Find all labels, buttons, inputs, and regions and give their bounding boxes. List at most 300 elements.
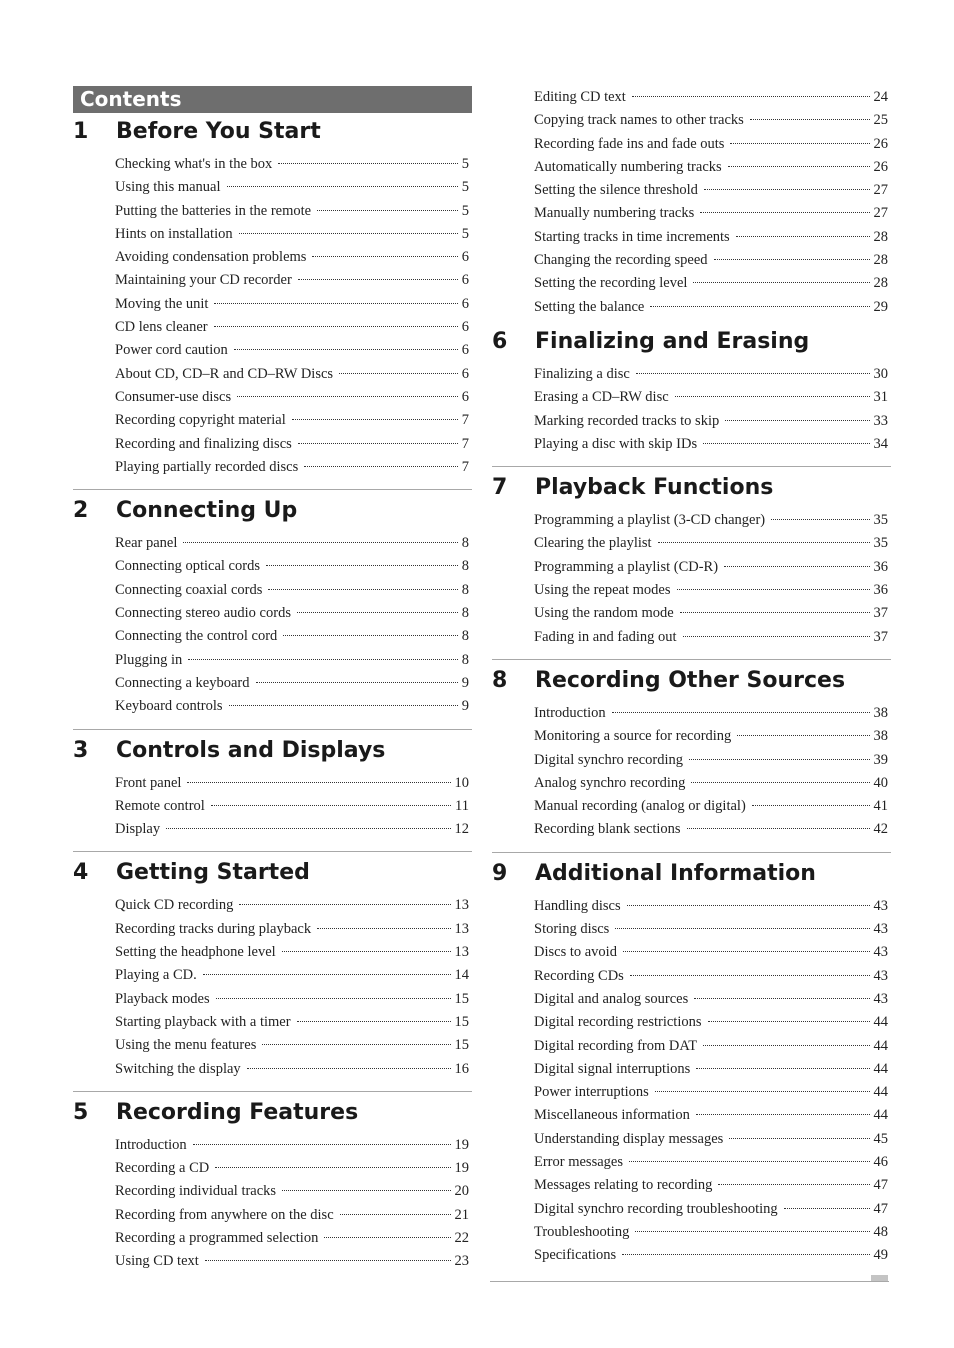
toc-entry[interactable] — [115, 386, 469, 409]
entry-title: Changing the recording speed — [534, 252, 708, 269]
entry-page-number: 35 — [873, 512, 888, 529]
entry-page-number: 7 — [461, 458, 469, 475]
entry-title: Playing a CD. — [115, 967, 197, 984]
toc-entry[interactable] — [115, 918, 469, 941]
entry-page-number: 38 — [873, 728, 888, 745]
entry-title: Digital synchro recording — [534, 751, 683, 768]
dot-leader — [680, 612, 870, 613]
entry-page-number: 5 — [461, 225, 469, 242]
dot-leader — [683, 636, 870, 637]
dot-leader — [623, 951, 870, 952]
section-heading[interactable] — [492, 668, 891, 702]
left-column — [73, 86, 472, 1284]
toc-entry[interactable] — [115, 772, 469, 795]
section-title: Getting Started — [116, 860, 310, 886]
entry-page-number: 9 — [461, 674, 469, 691]
toc-section — [73, 851, 472, 1090]
entry-page-number: 43 — [873, 921, 888, 938]
section-number: 2 — [73, 498, 89, 524]
toc-entry[interactable] — [534, 532, 888, 555]
toc-section — [492, 329, 891, 466]
entry-page-number: 43 — [873, 897, 888, 914]
toc-entry[interactable] — [534, 386, 888, 409]
dot-leader — [312, 256, 457, 257]
toc-entry[interactable] — [115, 795, 469, 818]
entry-page-number: 22 — [454, 1229, 469, 1246]
toc-entry[interactable] — [534, 296, 888, 319]
footer-tab-marker — [871, 1275, 888, 1281]
entry-title: Fading in and fading out — [534, 628, 677, 645]
dot-leader — [752, 805, 870, 806]
toc-entry[interactable] — [534, 86, 888, 109]
toc-entry[interactable] — [115, 1227, 469, 1250]
dot-leader — [239, 233, 458, 234]
entry-title: Marking recorded tracks to skip — [534, 412, 720, 429]
entry-page-number: 7 — [461, 435, 469, 452]
section-title: Additional Information — [535, 860, 816, 886]
dot-leader — [696, 1114, 870, 1115]
dot-leader — [728, 166, 870, 167]
entry-title: Playback modes — [115, 990, 210, 1007]
section-title: Finalizing and Erasing — [535, 328, 810, 354]
toc-entry[interactable] — [534, 702, 888, 725]
toc-entry[interactable] — [534, 1151, 888, 1174]
toc-entry[interactable] — [115, 1011, 469, 1034]
entry-page-number: 6 — [461, 295, 469, 312]
entry-title: Recording from anywhere on the disc — [115, 1206, 334, 1223]
dot-leader — [298, 279, 458, 280]
toc-entry[interactable] — [115, 555, 469, 578]
entry-page-number: 44 — [873, 1037, 888, 1054]
entry-page-number: 41 — [873, 798, 888, 815]
entry-page-number: 8 — [461, 558, 469, 575]
entry-title: Recording individual tracks — [115, 1183, 277, 1200]
section-heading[interactable] — [73, 1100, 472, 1134]
toc-entry[interactable] — [534, 509, 888, 532]
entry-title: Error messages — [534, 1153, 623, 1170]
entry-page-number: 28 — [873, 252, 888, 269]
dot-leader — [205, 1260, 451, 1261]
section-heading[interactable] — [73, 738, 472, 772]
toc-entry[interactable] — [534, 795, 888, 818]
entry-page-number: 36 — [873, 582, 888, 599]
dot-leader — [729, 1138, 869, 1139]
entry-title: Recording a programmed selection — [115, 1229, 319, 1246]
entry-title: Checking what's in the box — [115, 156, 273, 172]
section-heading[interactable] — [73, 119, 472, 153]
toc-section — [492, 659, 891, 852]
entry-page-number: 9 — [461, 698, 469, 715]
entry-title: Digital recording from DAT — [534, 1037, 698, 1054]
entry-page-number: 44 — [873, 1107, 888, 1124]
entry-page-number: 43 — [873, 990, 888, 1007]
toc-entry[interactable] — [534, 1221, 888, 1244]
toc-entry[interactable] — [115, 409, 469, 432]
entry-title: Monitoring a source for recording — [534, 728, 732, 745]
entry-title: Setting the headphone level — [115, 944, 276, 961]
dot-leader — [317, 928, 450, 929]
entry-page-number: 8 — [461, 628, 469, 645]
toc-entry[interactable] — [115, 625, 469, 648]
entry-title: Using the random mode — [534, 605, 674, 622]
entry-title: Programming a playlist (CD-R) — [534, 558, 719, 575]
section-number: 6 — [492, 328, 508, 354]
toc-entry[interactable] — [115, 649, 469, 672]
section-heading[interactable] — [73, 860, 472, 894]
toc-entry[interactable] — [534, 918, 888, 941]
toc-entry[interactable] — [115, 293, 469, 316]
entry-page-number: 13 — [454, 897, 469, 914]
entry-page-number: 15 — [454, 1037, 469, 1054]
toc-entry[interactable] — [534, 725, 888, 748]
toc-entry[interactable] — [534, 133, 888, 156]
toc-entry[interactable] — [534, 1011, 888, 1034]
dot-leader — [262, 1044, 450, 1045]
section-title: Playback Functions — [535, 475, 774, 501]
toc-entry[interactable] — [534, 249, 888, 272]
section-number: 5 — [73, 1099, 89, 1125]
dot-leader — [282, 951, 451, 952]
toc-entry[interactable] — [115, 200, 469, 223]
dot-leader — [188, 659, 457, 660]
entry-title: Playing partially recorded discs — [115, 458, 299, 475]
entry-title: Avoiding condensation problems — [115, 249, 307, 266]
dot-leader — [187, 782, 450, 783]
dot-leader — [268, 589, 457, 590]
entry-title: Playing a disc with skip IDs — [534, 435, 698, 452]
toc-entry[interactable] — [534, 988, 888, 1011]
section-number: 1 — [73, 119, 89, 144]
entry-page-number: 44 — [873, 1084, 888, 1101]
entry-title: Starting tracks in time increments — [534, 228, 730, 245]
entry-title: Switching the display — [115, 1060, 241, 1077]
entry-page-number: 29 — [873, 298, 888, 315]
entry-page-number: 42 — [873, 821, 888, 838]
entry-title: Recording and finalizing discs — [115, 435, 292, 452]
entry-title: Display — [115, 821, 161, 838]
entry-title: Storing discs — [534, 921, 610, 938]
entry-title: Recording a CD — [115, 1160, 210, 1177]
entry-page-number: 6 — [461, 342, 469, 359]
toc-entry[interactable] — [534, 363, 888, 386]
toc-entry[interactable] — [534, 433, 888, 456]
entry-page-number: 6 — [461, 249, 469, 266]
entry-title: Hints on installation — [115, 225, 233, 242]
entry-title: Digital and analog sources — [534, 990, 689, 1007]
dot-leader — [239, 904, 450, 905]
entry-title: Recording blank sections — [534, 821, 681, 838]
entry-title: Manually numbering tracks — [534, 205, 695, 222]
toc-entry[interactable] — [534, 772, 888, 795]
toc-entry[interactable] — [115, 456, 469, 479]
entry-title: Messages relating to recording — [534, 1177, 713, 1194]
section-number: 8 — [492, 667, 508, 693]
section-number: 3 — [73, 737, 89, 763]
dot-leader — [234, 349, 458, 350]
section-number: 7 — [492, 475, 508, 501]
entry-page-number: 16 — [454, 1060, 469, 1077]
toc-section — [73, 1091, 472, 1284]
section-heading[interactable] — [492, 475, 891, 509]
entry-title: Using CD text — [115, 1253, 199, 1270]
dot-leader — [324, 1237, 450, 1238]
dot-leader — [266, 565, 458, 566]
toc-entry[interactable] — [534, 941, 888, 964]
dot-leader — [247, 1068, 451, 1069]
dot-leader — [622, 1254, 869, 1255]
toc-entry[interactable] — [115, 602, 469, 625]
toc-entry[interactable] — [534, 895, 888, 918]
entry-page-number: 27 — [873, 182, 888, 199]
dot-leader — [650, 306, 869, 307]
toc-entry[interactable] — [534, 579, 888, 602]
dot-leader — [612, 712, 870, 713]
entry-title: About CD, CD–R and CD–RW Discs — [115, 365, 334, 382]
toc-entry[interactable] — [534, 109, 888, 132]
entry-page-number: 36 — [873, 558, 888, 575]
toc-entry[interactable] — [534, 749, 888, 772]
toc-entry[interactable] — [534, 818, 888, 841]
dot-leader — [703, 443, 869, 444]
toc-entry[interactable] — [534, 1174, 888, 1197]
dot-leader — [736, 236, 870, 237]
entry-page-number: 6 — [461, 319, 469, 336]
entry-title: Finalizing a disc — [534, 365, 630, 382]
toc-entry[interactable] — [534, 226, 888, 249]
dot-leader — [635, 1231, 869, 1232]
toc-entry[interactable] — [534, 202, 888, 225]
entry-title: Digital signal interruptions — [534, 1060, 691, 1077]
toc-entry[interactable] — [115, 579, 469, 602]
dot-leader — [215, 1167, 450, 1168]
toc-entry[interactable] — [534, 1058, 888, 1081]
dot-leader — [694, 998, 869, 999]
dot-leader — [317, 210, 458, 211]
entry-title: Programming a playlist (3-CD changer) — [534, 512, 766, 529]
toc-section — [492, 852, 891, 1278]
dot-leader — [304, 466, 458, 467]
entry-page-number: 10 — [454, 774, 469, 791]
toc-section — [73, 119, 472, 489]
entry-page-number: 43 — [873, 944, 888, 961]
dot-leader — [700, 212, 869, 213]
dot-leader — [771, 519, 869, 520]
toc-entry[interactable] — [534, 626, 888, 649]
dot-leader — [183, 542, 457, 543]
toc-entry[interactable] — [115, 363, 469, 386]
entry-title: Using the repeat modes — [534, 582, 671, 599]
toc-entry[interactable] — [534, 179, 888, 202]
entry-title: Power cord caution — [115, 342, 228, 359]
entry-title: Recording fade ins and fade outs — [534, 135, 725, 152]
toc-entry[interactable] — [534, 1035, 888, 1058]
entry-page-number: 20 — [454, 1183, 469, 1200]
right-column — [492, 86, 891, 1277]
toc-entry[interactable] — [534, 1128, 888, 1151]
dot-leader — [237, 396, 458, 397]
entry-title: Connecting the control cord — [115, 628, 278, 645]
dot-leader — [784, 1208, 870, 1209]
toc-entry[interactable] — [115, 246, 469, 269]
entry-title: Analog synchro recording — [534, 774, 686, 791]
section-heading[interactable] — [492, 329, 891, 363]
entry-title: Editing CD text — [534, 89, 626, 105]
toc-entry[interactable] — [115, 818, 469, 841]
entry-page-number: 12 — [454, 821, 469, 838]
dot-leader — [282, 1190, 450, 1191]
dot-leader — [297, 612, 458, 613]
entry-page-number: 28 — [873, 275, 888, 292]
dot-leader — [693, 282, 869, 283]
entry-title: Keyboard controls — [115, 698, 223, 715]
toc-entry[interactable] — [534, 410, 888, 433]
entry-title: Setting the silence threshold — [534, 182, 698, 199]
entry-page-number: 43 — [873, 967, 888, 984]
entry-page-number: 26 — [873, 158, 888, 175]
dot-leader — [725, 420, 869, 421]
left-sections — [73, 119, 472, 1284]
toc-entry[interactable] — [534, 602, 888, 625]
entry-title: CD lens cleaner — [115, 319, 208, 336]
entry-page-number: 23 — [454, 1253, 469, 1270]
entry-page-number: 19 — [454, 1136, 469, 1153]
dot-leader — [718, 1184, 869, 1185]
entry-title: Miscellaneous information — [534, 1107, 690, 1124]
entry-title: Troubleshooting — [534, 1223, 630, 1240]
entry-page-number: 40 — [873, 774, 888, 791]
entry-title: Connecting optical cords — [115, 558, 260, 575]
section-title: Recording Features — [116, 1099, 359, 1125]
entry-title: Quick CD recording — [115, 897, 234, 914]
toc-entry[interactable] — [534, 272, 888, 295]
toc-entry[interactable] — [115, 1204, 469, 1227]
entry-page-number: 46 — [873, 1153, 888, 1170]
toc-entry[interactable] — [534, 965, 888, 988]
section-title: Before You Start — [116, 119, 321, 144]
entry-title: Recording tracks during playback — [115, 920, 312, 937]
toc-entry[interactable] — [115, 153, 469, 176]
toc-entry[interactable] — [115, 695, 469, 718]
entry-title: Manual recording (analog or digital) — [534, 798, 746, 815]
dot-leader — [211, 805, 451, 806]
entry-title: Power interruptions — [534, 1084, 649, 1101]
entry-title: Discs to avoid — [534, 944, 617, 961]
entry-page-number: 13 — [454, 944, 469, 961]
toc-entry[interactable] — [115, 316, 469, 339]
toc-entry[interactable] — [115, 941, 469, 964]
entry-title: Using the menu features — [115, 1037, 257, 1054]
entry-page-number: 37 — [873, 628, 888, 645]
section-title: Controls and Displays — [116, 737, 386, 763]
entry-title: Putting the batteries in the remote — [115, 202, 312, 219]
section-number: 9 — [492, 860, 508, 886]
toc-entry[interactable] — [115, 964, 469, 987]
entry-page-number: 37 — [873, 605, 888, 622]
toc-entry[interactable] — [115, 269, 469, 292]
entry-title: Connecting stereo audio cords — [115, 605, 291, 622]
entry-page-number: 15 — [454, 1013, 469, 1030]
dot-leader — [655, 1091, 870, 1092]
dot-leader — [627, 905, 870, 906]
toc-section — [73, 489, 472, 728]
dot-leader — [629, 1161, 870, 1162]
dot-leader — [297, 1021, 451, 1022]
toc-entry[interactable] — [115, 1157, 469, 1180]
entry-title: Using this manual — [115, 179, 221, 196]
dot-leader — [227, 186, 458, 187]
toc-entry[interactable] — [534, 1244, 888, 1267]
entry-title: Copying track names to other tracks — [534, 112, 744, 129]
entry-page-number: 6 — [461, 365, 469, 382]
dot-leader — [340, 1214, 451, 1215]
entry-title: Digital synchro recording troubleshooting — [534, 1200, 778, 1217]
toc-entry[interactable] — [115, 988, 469, 1011]
toc-entry[interactable] — [115, 433, 469, 456]
dot-leader — [658, 542, 870, 543]
toc-entry[interactable] — [534, 556, 888, 579]
section-heading[interactable] — [492, 861, 891, 895]
toc-entry[interactable] — [115, 1034, 469, 1057]
dot-leader — [339, 373, 458, 374]
entry-page-number: 7 — [461, 412, 469, 429]
toc-section — [73, 729, 472, 852]
entry-title: Erasing a CD–RW disc — [534, 389, 669, 406]
toc-entry[interactable] — [115, 1058, 469, 1081]
entry-title: Setting the balance — [534, 298, 645, 315]
entry-page-number: 31 — [873, 389, 888, 406]
toc-entry[interactable] — [534, 1104, 888, 1127]
toc-entry[interactable] — [115, 339, 469, 362]
dot-leader — [708, 1021, 870, 1022]
entry-page-number: 44 — [873, 1014, 888, 1031]
entry-title: Connecting a keyboard — [115, 674, 250, 691]
dot-leader — [214, 326, 458, 327]
section-heading[interactable] — [73, 498, 472, 532]
entry-page-number: 33 — [873, 412, 888, 429]
entry-title: Digital recording restrictions — [534, 1014, 702, 1031]
toc-entry[interactable] — [115, 1134, 469, 1157]
dot-leader — [730, 143, 869, 144]
entry-page-number: 45 — [873, 1130, 888, 1147]
toc-entry[interactable] — [115, 176, 469, 199]
dot-leader — [704, 189, 870, 190]
entry-title: Recording CDs — [534, 967, 624, 984]
toc-entry[interactable] — [115, 1250, 469, 1273]
dot-leader — [636, 373, 870, 374]
dot-leader — [615, 928, 869, 929]
dot-leader — [675, 396, 870, 397]
entry-page-number: 28 — [873, 228, 888, 245]
entry-title: Front panel — [115, 774, 182, 791]
entry-page-number: 38 — [873, 704, 888, 721]
toc-entry[interactable] — [534, 156, 888, 179]
toc-entry[interactable] — [534, 1198, 888, 1221]
entry-page-number: 8 — [461, 535, 469, 552]
dot-leader — [283, 635, 457, 636]
toc-section — [492, 466, 891, 659]
toc-entry[interactable] — [115, 672, 469, 695]
toc-entry[interactable] — [115, 532, 469, 555]
entry-title: Recording copyright material — [115, 412, 286, 429]
dot-leader — [214, 303, 457, 304]
toc-entry[interactable] — [534, 1081, 888, 1104]
section-number: 4 — [73, 860, 89, 886]
dot-leader — [166, 828, 450, 829]
toc-entry[interactable] — [115, 1180, 469, 1203]
toc-entry[interactable] — [115, 223, 469, 246]
toc-entry[interactable] — [115, 894, 469, 917]
entry-title: Consumer-use discs — [115, 388, 232, 405]
